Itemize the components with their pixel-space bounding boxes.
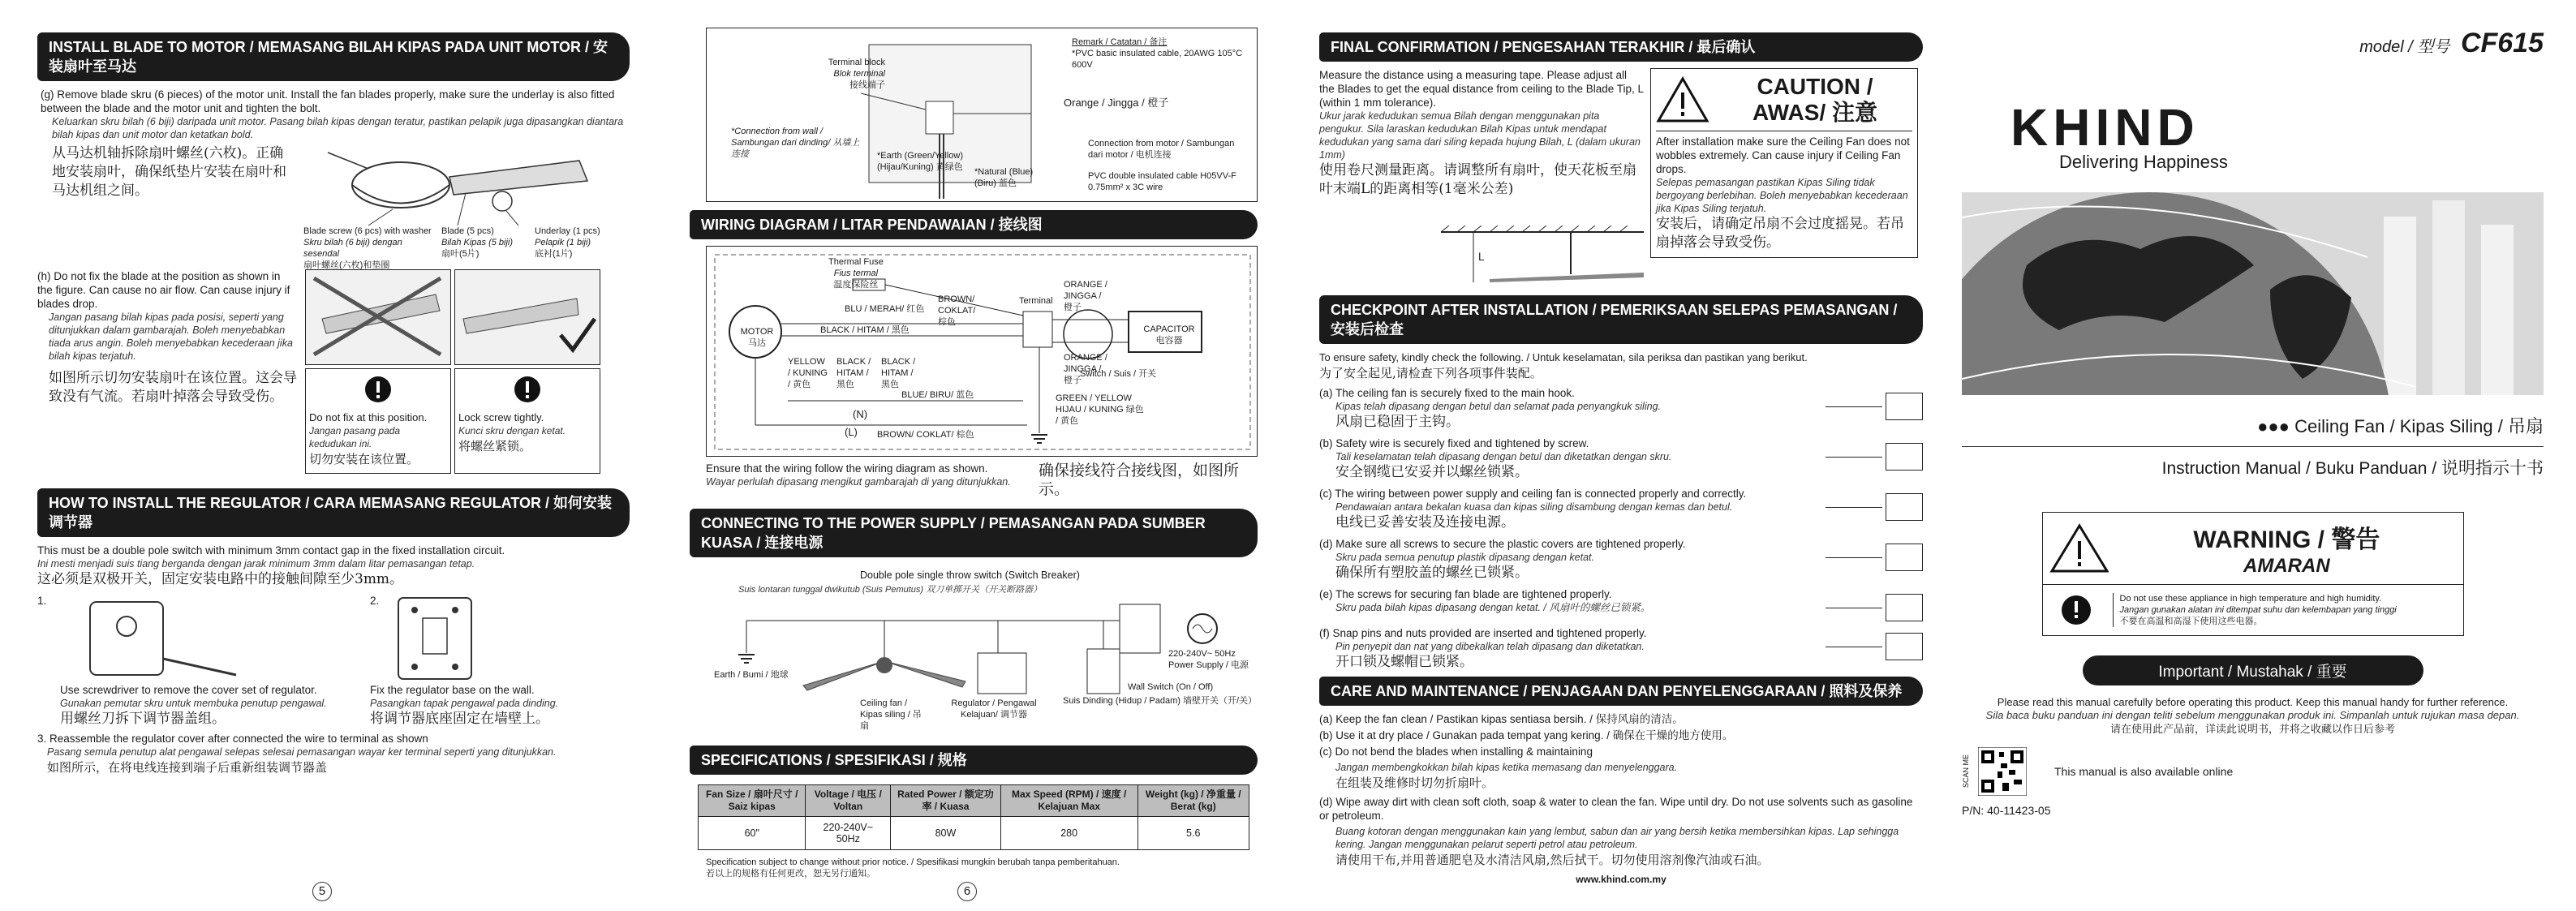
regulator-cover-figure xyxy=(49,594,325,683)
blu-wire-label: BLU / MERAH/ 红色 xyxy=(845,304,925,314)
final-confirmation-header: FINAL CONFIRMATION / PENGESAHAN TERAKHIR / 最后确认 xyxy=(1319,32,1923,62)
green-yellow-label: GREEN / YELLOW HIJAU / KUNING 绿色 / 黄色 xyxy=(1056,393,1144,426)
cover-panel xyxy=(1947,0,2576,911)
wall-switch-malay: Suis Dinding (Hidup / Padam) 墙壁开关（开/关） xyxy=(1063,696,1258,706)
step-1-chinese: 用螺丝刀拆下调节器盖组。 xyxy=(60,711,226,727)
qr-code-icon[interactable] xyxy=(1978,747,2027,796)
checkpoint-item: (e) The screws for securing fan blade are tightened properly. Skru pada bilah kipas dipasang dengan ketat. / 风扇叶的螺丝已锁紧。 xyxy=(1319,587,1923,621)
brand-logo xyxy=(2010,98,2544,173)
black-wire-label-2: BLACK / HITAM / 黑色 xyxy=(836,357,871,389)
step-3-text: 3. Reassemble the regulator cover after connected the wire to terminal as shown xyxy=(37,733,428,745)
model-label: model / 型号 xyxy=(2359,38,2450,56)
caution-title: CAUTION / AWAS/ 注意 xyxy=(1752,74,1877,125)
spec-fan-size: 60" xyxy=(699,817,806,850)
step-1-text: Use screwdriver to remove the cover set of regulator. xyxy=(60,684,317,696)
warning-malay: Jangan gunakan alatan ini ditempat suhu dan kelembapan yang tinggi xyxy=(2119,605,2397,615)
regulator-text: This must be a double pole switch with minimum 3mm contact gap in the fixed installation circuit. xyxy=(37,544,505,556)
step-g-text: (g) Remove blade skru (6 pieces) of the motor unit. Install the fan blades properly, make sure the underlay is also fitted between the blade and the motor unit and tighten the bolt. xyxy=(41,88,615,114)
no-fix-chinese: 切勿安装在该位置。 xyxy=(309,452,419,466)
care-c-chinese: 在组装及维修时切勿折扇叶。 xyxy=(1335,776,1494,790)
step-2-malay: Pasangkan tapak pengawal pada dinding. xyxy=(370,698,559,709)
model-line xyxy=(1962,28,2544,59)
pvc-label: PVC double insulated cable H05VV-F 0.75mm² x 3C wire xyxy=(1088,171,1236,192)
natural-label: *Natural (Blue) (Biru) 蓝色 xyxy=(974,167,1034,188)
lock-text: Lock screw tightly. xyxy=(458,411,544,423)
remark-label: Remark / Catatan / 备注 *PVC basic insulated cable, 20AWG 105°C 600V xyxy=(1072,37,1243,70)
power-supply-header: CONNECTING TO THE POWER SUPPLY / PEMASANGAN PADA SUMBER KUASA / 连接电源 xyxy=(690,509,1258,557)
step-1-number: 1. xyxy=(37,595,47,607)
step-2-chinese: 将调节器底座固定在墙壁上。 xyxy=(370,711,549,727)
important-banner: Important / Mustahak / 重要 xyxy=(2083,655,2423,685)
orange-wire-label: ORANGE / JINGGA / 橙子 xyxy=(1064,280,1107,312)
terminal-block-figure xyxy=(706,28,1258,202)
warning-triangle-icon xyxy=(1656,76,1709,123)
page-number: 6 xyxy=(957,882,977,901)
spec-col-fan-size: Fan Size / 扇叶尺寸 / Saiz kipas xyxy=(699,785,806,817)
brand-tagline: Delivering Happiness xyxy=(2059,152,2228,172)
earth-symbol-label: Earth / Bumi / 地球 xyxy=(714,670,789,680)
no-fix-text: Do not fix at this position. xyxy=(309,411,428,423)
spec-col-power: Rated Power / 额定功率 / Kuasa xyxy=(891,785,1001,817)
step-h-chinese: 如图所示切勿安装扇叶在该位置。这会导致没有气流。若扇叶掉落会导致受伤。 xyxy=(49,370,297,405)
power-supply-diagram xyxy=(706,564,1258,742)
ensure-malay: Wayar perlulah dipasang mengikut gambarajah di yang ditunjukkan. xyxy=(706,476,1011,488)
checkpoint-item: (c) The wiring between power supply and ceiling fan is connected properly and correctly. Pendawaian antara bekalan kuasa dan kipas siling disambung dengan kemas dan betul. 电线已妥善安装及连接电源。 xyxy=(1319,487,1923,532)
step-h-malay: Jangan pasang bilah kipas pada posisi, seperti yang ditunjukkan dalam gambarajah. Boleh menyebabkan tiada arus angin. Boleh menyebabkan kecederaan jika bilah kipas terjatuh. xyxy=(49,312,293,362)
page-number: 5 xyxy=(312,882,332,901)
lock-malay: Kunci skru dengan ketat. xyxy=(458,425,566,436)
screw-label: Blade screw (6 pcs) with washer Skru bilah (6 biji) dengan sesendal 扇叶螺丝(六枚)和垫圈 xyxy=(303,226,432,270)
final-chinese: 使用卷尺测量距离。请调整所有扇叶，使天花板至扇叶末端L的距离相等(1毫米公差) xyxy=(1319,162,1636,197)
wiring-header: WIRING DIAGRAM / LITAR PENDAWAIAN / 接线图 xyxy=(690,210,1258,239)
live-label: (L) xyxy=(845,426,858,438)
thermal-fuse-label: Thermal Fuse Fius termal 温度保险丝 xyxy=(828,257,884,290)
wall-switch-label: Wall Switch (On / Off) xyxy=(1128,682,1214,692)
ceiling-distance-figure xyxy=(1441,226,1765,290)
no-fix-malay: Jangan pasang pada kedudukan ini. xyxy=(309,425,401,449)
spec-power: 80W xyxy=(891,817,1001,850)
brown-wire-label: BROWN/ COKLAT/ 棕色 xyxy=(938,294,976,327)
regulator-chinese: 这必须是双极开关，固定安装电路中的接触间隙至少3mm。 xyxy=(37,571,404,587)
checkbox-e[interactable] xyxy=(1886,594,1923,621)
underlay-label: Underlay (1 pcs) Pelapik (1 biji) 底衬(1片) xyxy=(535,226,600,259)
caution-malay: Selepas pemasangan pastikan Kipas Siling tidak bergoyang berlebihan. Boleh menyebabkan kecederaan jika Kipas Siling terjatuh. xyxy=(1656,177,1908,214)
care-d-malay: Buang kotoran dengan menggunakan kain yang lembut, sabun dan air yang bersih ketika membersihkan kipas. Lap sehingga kering. Jangan menggunakan pelarut seperti petrol atau petroleum. xyxy=(1335,826,1899,850)
spec-weight: 5.6 xyxy=(1137,817,1249,850)
exclamation-icon xyxy=(2048,590,2105,630)
checkpoint-list xyxy=(1319,386,1923,672)
dp-switch-malay: Suis lontaran tunggal dwikutub (Suis Pemutus) 双刀单掷开关（开关断路器） xyxy=(738,585,1043,595)
dp-switch-label: Double pole single throw switch (Switch Breaker) xyxy=(860,569,1080,581)
care-a: (a) Keep the fan clean / Pastikan kipas sentiasa bersih. / 保持风扇的清洁。 xyxy=(1319,713,1684,725)
brand-name: KHIND xyxy=(2010,98,2200,157)
blade-position-figures xyxy=(305,269,630,474)
checkbox-a[interactable] xyxy=(1886,393,1923,420)
page-7-panel xyxy=(1306,0,1947,911)
care-b: (b) Use it at dry place / Gunakan pada tempat yang kering. / 确保在干燥的地方使用。 xyxy=(1319,729,1734,741)
ensure-chinese: 确保接线符合接线图，如图所示。 xyxy=(1039,462,1240,498)
manual-title: Instruction Manual / Buku Panduan / 说明指示十书 xyxy=(2161,459,2544,478)
warning-triangle-icon xyxy=(2049,523,2109,574)
correct-position-figure xyxy=(454,269,600,365)
checkpoint-item: (b) Safety wire is securely fixed and tightened by screw. Tali keselamatan telah dipasang dengan betul dan diketatkan dengan skru. 安全钢缆已安妥并以螺丝锁紧。 xyxy=(1319,436,1923,482)
page-6-panel xyxy=(657,0,1282,911)
lock-chinese: 将螺丝紧锁。 xyxy=(458,439,532,453)
page-5-panel xyxy=(0,0,657,911)
warning-malay-title: AMARAN xyxy=(2243,555,2330,577)
ceiling-fan-label: Ceiling fan / Kipas siling / 吊扇 xyxy=(860,698,922,731)
step-2-text: Fix the regulator base on the wall. xyxy=(370,684,535,696)
caution-chinese: 安装后，请确定吊扇不会过度摇晃。若吊扇掉落会导致受伤。 xyxy=(1656,216,1904,251)
spec-note: Specification subject to change without prior notice. / Spesifikasi mungkin berubah tanpa pemberitahuan. xyxy=(706,857,1120,867)
yellow-wire-label: YELLOW / KUNING / 黄色 xyxy=(788,357,828,389)
checkpoint-item: (f) Snap pins and nuts provided are inserted and tightened properly. Pin penyepit dan nat yang dibekalkan telah dipasang dan diketatkan. 开口锁及螺帽已锁紧。 xyxy=(1319,626,1923,672)
spec-col-voltage: Voltage / 电压 / Voltan xyxy=(806,785,891,817)
checkpoint-item: (d) Make sure all screws to secure the plastic covers are tightened properly. Skru pada semua penutup plastik dipasang dengan ketat. 确保所有塑胶盖的螺丝已锁紧。 xyxy=(1319,537,1923,582)
switch-label: Switch / Suis / 开关 xyxy=(1080,369,1157,379)
checkpoint-item: (a) The ceiling fan is securely fixed to the main hook. Kipas telah dipasang dengan betul dan selamat pada penyangkuk siling. 风扇已稳固于主钩。 xyxy=(1319,386,1923,432)
care-d: (d) Wipe away dirt with clean soft cloth, soap & water to clean the fan. Wipe until dry. Do not use solvents such as gasoline or petroleum. xyxy=(1319,796,1913,822)
care-header: CARE AND MAINTENANCE / PENJAGAAN DAN PENYELENGGARAAN / 照料及保养 xyxy=(1319,677,1923,706)
terminal-wire-label: Terminal xyxy=(1019,296,1053,306)
checkpoint-intro: To ensure safety, kindly check the following. / Untuk keselamatan, sila periksa dan pastikan yang berikut. xyxy=(1319,351,1808,363)
step-g-chinese: 从马达机轴拆除扇叶螺丝(六枚)。正确地安装扇叶，确保纸垫片安装在扇叶和马达机组之间。 xyxy=(52,145,286,199)
final-text: Measure the distance using a measuring tape. Please adjust all the Blades to get the equal distance from ceiling to the Blade Tip, L (within 1 mm tolerance). xyxy=(1319,69,1644,109)
final-malay: Ukur jarak kedudukan semua Bilah dengan menggunakan pita pengukur. Sila laraskan kedudukan Bilah Kipas untuk mendapat kedudukan yang sama dari siling kepada hujung Bilah, L (dalam ukuran 1mm) xyxy=(1319,110,1641,161)
blade-label: Blade (5 pcs) Bilah Kipas (5 biji) 扇叶(5片) xyxy=(441,226,514,259)
exclamation-icon xyxy=(364,376,392,403)
cover-globe-image xyxy=(1962,192,2544,395)
important-chinese: 请在使用此产品前，详读此说明书，并将之收藏以作日后参考 xyxy=(2109,723,2395,735)
checkpoint-intro-chinese: 为了安全起见,请检查下列各项事件装配。 xyxy=(1319,366,1542,380)
brown-wire-label-2: BROWN/ COKLAT/ 棕色 xyxy=(877,430,974,440)
product-title: ●●● Ceiling Fan / Kipas Siling / 吊扇 xyxy=(2257,416,2544,436)
specifications-header: SPECIFICATIONS / SPESIFIKASI / 规格 xyxy=(690,746,1258,775)
orange-label: Orange / Jingga / 橙子 xyxy=(1064,97,1169,109)
regulator-label: Regulator / Pengawal Kelajuan/ 调节器 xyxy=(951,698,1037,720)
step-g-malay: Keluarkan skru bilah (6 biji) daripada unit motor. Pasang bilah kipas dengan teratur, pastikan pelapik juga dipasangkan diantara bilah kipas dan unit motor dan ketatkan bold. xyxy=(52,116,624,140)
wrong-position-figure xyxy=(305,269,451,365)
warning-chinese: 不要在高温和高湿下使用这些电器。 xyxy=(2119,617,2263,626)
warning-title: WARNING / 警告 xyxy=(2193,526,2380,553)
connection-wall-label: *Connection from wall / Sambungan dari dinding/ 从墙上连接 xyxy=(731,127,860,159)
regulator-malay: Ini mesti menjadi suis tiang berganda dengan jarak minimum 3mm dalam litar pemasangan tetap. xyxy=(37,558,475,569)
motor-label: MOTOR 马达 xyxy=(740,327,774,348)
orange-wire-label-2: ORANGE / JINGGA / 橙子 xyxy=(1064,353,1107,385)
ensure-text: Ensure that the wiring follow the wiring diagram as shown. xyxy=(706,462,988,475)
neutral-label: (N) xyxy=(853,408,868,420)
power-supply-label: Power Supply / 电源 xyxy=(1168,660,1249,670)
length-label: L xyxy=(1478,251,1485,263)
black-wire-label: BLACK / HITAM / 黑色 xyxy=(820,325,910,335)
wiring-diagram xyxy=(706,246,1258,457)
blade-motor-illustration xyxy=(303,144,628,270)
checkbox-c[interactable] xyxy=(1886,493,1923,521)
exclamation-icon xyxy=(514,376,541,403)
website-link[interactable]: www.khind.com.my xyxy=(1576,874,1666,885)
important-malay: Sila baca buku panduan ini dengan teliti sebelum menggunakan produk ini. Simpanlah untuk rujukan masa depan. xyxy=(1985,709,2520,721)
step-2-number: 2. xyxy=(370,595,380,607)
power-voltage-label: 220-240V~ 50Hz xyxy=(1168,649,1236,659)
checkbox-f[interactable] xyxy=(1886,633,1923,660)
step-1-malay: Gunakan pemutar skru untuk membuka penutup pengawal. xyxy=(60,698,327,709)
install-blade-header: INSTALL BLADE TO MOTOR / MEMASANG BILAH KIPAS PADA UNIT MOTOR / 安装扇叶至马达 xyxy=(37,32,630,81)
spec-col-speed: Max Speed (RPM) / 速度 / Kelajuan Max xyxy=(1000,785,1137,817)
blue-wire-label: BLUE/ BIRU/ 蓝色 xyxy=(901,390,974,400)
model-number: CF615 xyxy=(2460,28,2544,58)
caution-text: After installation make sure the Ceiling Fan does not wobbles extremely. Can cause injury if Ceiling Fan drops. xyxy=(1656,135,1910,175)
black-wire-label-3: BLACK / HITAM / 黑色 xyxy=(881,357,916,389)
step-3-chinese: 如图所示，在将电线连接到端子后重新组装调节器盖 xyxy=(47,760,328,775)
care-d-chinese: 请使用干布,并用普通肥皂及水清洁风扇,然后拭干。切勿使用溶剂像汽油或石油。 xyxy=(1335,853,1770,867)
step-3-malay: Pasang semula penutup alat pengawal selepas selesai pemasangan wayar ker terminal seperti yang ditunjukkan. xyxy=(47,746,557,758)
warning-box xyxy=(2042,512,2464,636)
terminal-label: Terminal block Blok terminal 接线端子 xyxy=(828,58,885,90)
scan-label: SCAN ME xyxy=(1962,754,1970,789)
important-text: Please read this manual carefully before operating this product. Keep this manual handy for further reference. xyxy=(1997,696,2509,708)
specifications-table xyxy=(698,784,1249,850)
warning-text: Do not use these appliance in high temperature and high humidity. xyxy=(2119,594,2382,604)
step-h-text: (h) Do not fix the blade at the position as shown in the figure. Can cause no air flow. Can cause injury if blades drop. xyxy=(37,270,290,310)
spec-speed: 280 xyxy=(1000,817,1137,850)
checkbox-b[interactable] xyxy=(1886,443,1923,471)
checkmark-icon xyxy=(561,319,595,350)
online-manual-text: This manual is also available online xyxy=(2054,764,2234,778)
care-c: (c) Do not bend the blades when installing & maintaining xyxy=(1319,746,1593,758)
connection-motor-label: Connection from motor / Sambungan dari motor / 电机连接 xyxy=(1088,139,1235,160)
checkpoint-header: CHECKPOINT AFTER INSTALLATION / PEMERIKSAAN SELEPAS PEMASANGAN / 安装后检查 xyxy=(1319,295,1923,344)
capacitor-label: CAPACITOR 电容器 xyxy=(1143,324,1195,346)
earth-label: *Earth (Green/Yellow) (Hijau/Kuning) 黄绿色 xyxy=(877,151,963,172)
regulator-base-figure xyxy=(382,594,496,683)
spec-note-chinese: 若以上的规格有任何更改，恕无另行通知。 xyxy=(706,869,875,879)
spec-voltage: 220-240V~ 50Hz xyxy=(806,817,891,850)
part-number: P/N: 40-11423-05 xyxy=(1962,804,2051,817)
no-fix-warning-box xyxy=(305,368,451,474)
regulator-header: HOW TO INSTALL THE REGULATOR / CARA MEMASANG REGULATOR / 如何安装调节器 xyxy=(37,488,630,537)
spec-col-weight: Weight (kg) / 净重量 / Berat (kg) xyxy=(1137,785,1249,817)
checkbox-d[interactable] xyxy=(1886,544,1923,571)
lock-screw-box xyxy=(454,368,600,474)
care-c-malay: Jangan membengkokkan bilah kipas ketika memasang dan menyelenggara. xyxy=(1335,762,1678,773)
